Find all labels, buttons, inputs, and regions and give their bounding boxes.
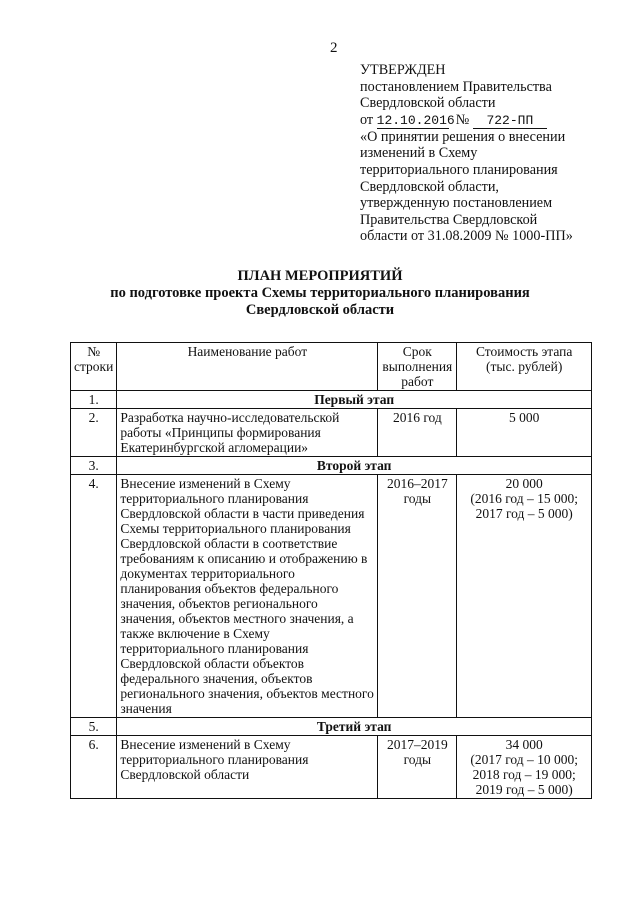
approval-line: постановлением Правительства (360, 78, 552, 95)
header-cost: Стоимость этапа (тыс. рублей) (457, 343, 592, 391)
work-term: 2017–2019 годы (378, 736, 457, 799)
table-row (71, 409, 592, 457)
work-term: 2016 год (378, 409, 457, 457)
plan-table (70, 342, 592, 799)
work-cost (457, 736, 592, 799)
approval-line: «О принятии решения о внесении (360, 128, 566, 145)
cost-line: (2017 год – 10 000; (470, 752, 579, 767)
cost-line: (2016 год – 15 000; (470, 491, 579, 506)
approval-heading: УТВЕРЖДЕН (360, 62, 446, 78)
cost-line: 20 000 (505, 476, 543, 491)
stage-title: Третий этап (117, 718, 592, 736)
cost-line: 2018 год – 19 000; (472, 767, 576, 782)
cost-line: 2017 год – 5 000) (475, 506, 573, 521)
approval-line: территориального планирования (360, 161, 558, 178)
document-title (0, 268, 640, 319)
work-name: Внесение изменений в Схему территориального планирования Свердловской области в части приведения Схемы территориального планирования Свердловской области в соответствие требованиям к описанию и отображению в документах территориального планирования объектов федерального значения, объектов регионального значения, объектов местного значения, а также включение в Схему территориального планирования Свердловской области объектов федерального значения, объектов регионального значения, объектов местного значения (117, 475, 378, 718)
table-row (71, 391, 592, 409)
row-number: 4. (71, 475, 117, 718)
date-prefix: от (360, 111, 374, 128)
work-term: 2016–2017 годы (378, 475, 457, 718)
work-name: Разработка научно-исследовательской работы «Принципы формирования Екатеринбургской агломерации» (117, 409, 378, 457)
approval-line: области от 31.08.2009 № 1000-ПП» (360, 228, 573, 245)
number-prefix: № (455, 111, 470, 128)
approval-line: Свердловской области, (360, 178, 499, 195)
approval-date: 12.10.2016 (376, 112, 455, 128)
stage-title: Первый этап (117, 391, 592, 409)
approval-block (360, 62, 600, 245)
row-number: 2. (71, 409, 117, 457)
approval-line: Свердловской области (360, 95, 496, 112)
approval-number: 722-ПП (473, 114, 547, 129)
table-row (71, 475, 592, 718)
page-number: 2 (330, 40, 338, 56)
cost-line: 34 000 (505, 737, 543, 752)
row-number: 6. (71, 736, 117, 799)
table-row (71, 718, 592, 736)
table-row (71, 736, 592, 799)
row-number: 1. (71, 391, 117, 409)
stage-title: Второй этап (117, 457, 592, 475)
cost-line: 2019 год – 5 000) (475, 782, 573, 797)
work-cost (457, 475, 592, 718)
title-subtitle-2: Свердловской области (245, 302, 395, 318)
title-main: ПЛАН МЕРОПРИЯТИЙ (237, 268, 403, 284)
approval-line: изменений в Схему (360, 145, 478, 162)
header-name: Наименование работ (117, 343, 378, 391)
row-number: 3. (71, 457, 117, 475)
work-name: Внесение изменений в Схему территориального планирования Свердловской области (117, 736, 378, 799)
cost-line: 5 000 (508, 410, 540, 425)
header-term: Срок выполнения работ (378, 343, 457, 391)
row-number: 5. (71, 718, 117, 736)
header-no: № строки (71, 343, 117, 391)
approval-line: утвержденную постановлением (360, 195, 553, 212)
approval-line: Правительства Свердловской (360, 211, 538, 228)
table-header-row (71, 343, 592, 391)
table-row (71, 457, 592, 475)
approval-date-line (360, 112, 600, 129)
work-cost (457, 409, 592, 457)
title-subtitle: по подготовке проекта Схемы территориального планирования (110, 285, 530, 301)
